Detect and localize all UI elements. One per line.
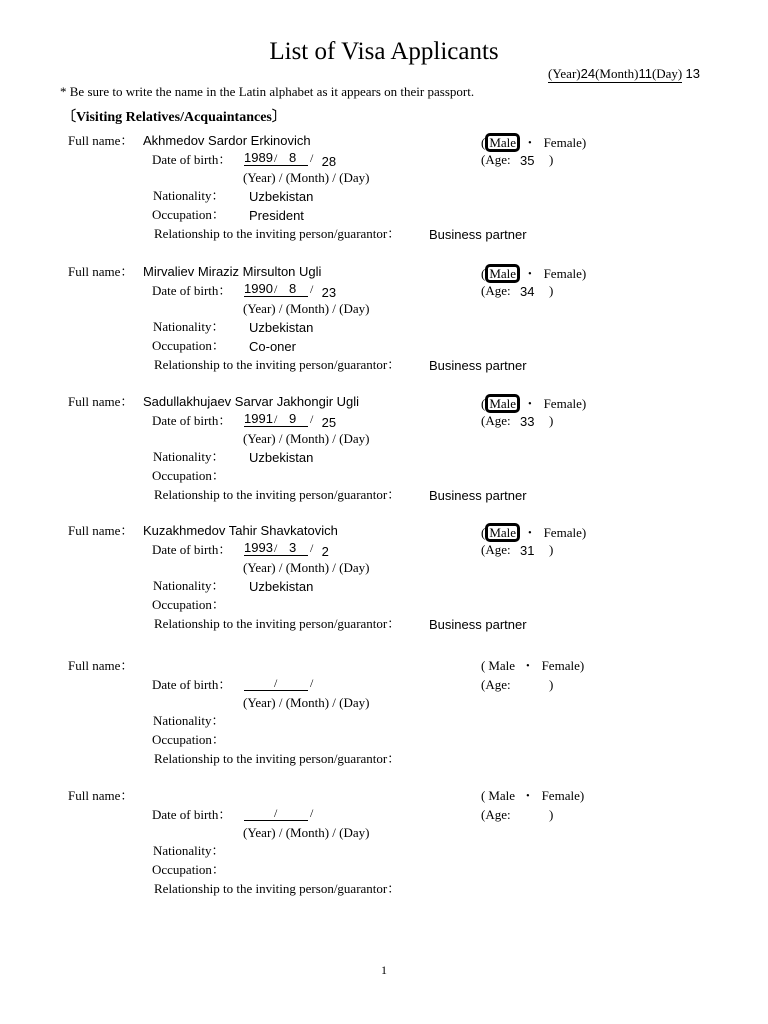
relationship-value: Business partner (429, 227, 527, 242)
gender-selector (481, 133, 586, 152)
relationship-label: Relationship to the inviting person/guarantor： (154, 616, 401, 631)
occupation-label: Occupation： (152, 207, 225, 222)
age-close-paren: ) (549, 283, 554, 298)
full-name-label: Full name： (68, 788, 134, 803)
dob-underline (244, 150, 314, 166)
dob-year: 1989 (244, 150, 273, 165)
male-label: Male (489, 266, 517, 281)
relationship-label: Relationship to the inviting person/guarantor： (154, 357, 401, 372)
filing-day-label: (Day) (651, 66, 683, 81)
dob-underline (244, 676, 314, 691)
occupation-value: President (249, 208, 304, 223)
female-label: Female (543, 135, 582, 150)
applicant-entry (0, 789, 768, 909)
age-label: (Age: (481, 677, 511, 692)
nationality-value: Uzbekistan (249, 189, 314, 204)
filing-year: 24 (580, 66, 596, 81)
page-title: List of Visa Applicants (269, 38, 499, 65)
gender-close-paren: ) (581, 396, 587, 411)
dob-format-hint: (Year) / (Month) / (Day) (243, 301, 370, 316)
dob-slash-2: / (310, 151, 314, 165)
full-name-label: Full name： (68, 394, 134, 409)
dob-year: 1990 (244, 281, 273, 296)
gender-selector (481, 658, 584, 673)
gender-close-paren: ) (579, 658, 585, 673)
dob-day: 23 (321, 285, 337, 300)
gender-close-paren: ) (581, 135, 587, 150)
gender-open-paren: ( (481, 525, 486, 540)
gender-close-paren: ) (581, 266, 587, 281)
relationship-value: Business partner (429, 617, 527, 632)
age-close-paren: ) (549, 542, 554, 557)
gender-separator: ・ (523, 396, 537, 411)
female-label: Female (541, 788, 580, 803)
dob-format-hint: (Year) / (Month) / (Day) (243, 431, 370, 446)
dob-underline (244, 540, 314, 556)
male-label: Male (488, 788, 516, 803)
male-label: Male (489, 396, 517, 411)
nationality-value: Uzbekistan (249, 320, 314, 335)
dob-day: 25 (321, 415, 337, 430)
dob-month: 3 (289, 540, 297, 555)
full-name-value: Kuzakhmedov Tahir Shavkatovich (143, 523, 338, 538)
full-name-label: Full name： (68, 523, 134, 538)
age-label: (Age: (481, 807, 511, 822)
dob-format-hint: (Year) / (Month) / (Day) (243, 560, 370, 575)
full-name-label: Full name： (68, 264, 134, 279)
occupation-label: Occupation： (152, 732, 225, 747)
filing-date-underlined (548, 66, 682, 83)
gender-male-option (485, 523, 520, 542)
section-title: 〔Visiting Relatives/Acquaintances〕 (62, 110, 286, 125)
dob-value (244, 282, 336, 299)
male-label: Male (488, 658, 516, 673)
dob-day: 28 (321, 154, 337, 169)
full-name-value: Mirvaliev Miraziz Mirsulton Ugli (143, 264, 322, 279)
gender-open-paren: ( (481, 658, 486, 673)
age-label: (Age: (481, 152, 511, 167)
dob-year: 1993 (244, 540, 273, 555)
age-value: 31 (520, 543, 535, 558)
age-close-paren: ) (549, 152, 554, 167)
filing-month-label: (Month) (595, 66, 639, 81)
gender-selector (481, 788, 584, 803)
female-label: Female (543, 525, 582, 540)
full-name-label: Full name： (68, 133, 134, 148)
age-value: 34 (520, 284, 535, 299)
dob-month: 9 (289, 411, 297, 426)
relationship-value: Business partner (429, 358, 527, 373)
dob-month: 8 (289, 281, 297, 296)
gender-open-paren: ( (481, 135, 486, 150)
dob-format-hint: (Year) / (Month) / (Day) (243, 695, 370, 710)
gender-separator: ・ (521, 788, 535, 803)
gender-selector (481, 394, 586, 413)
applicant-entry (0, 524, 768, 644)
gender-separator: ・ (523, 135, 537, 150)
dob-slash-1: / (274, 412, 278, 426)
female-label: Female (541, 658, 580, 673)
applicant-entry (0, 659, 768, 779)
age-value: 33 (520, 414, 535, 429)
dob-slash-1: / (274, 806, 278, 820)
nationality-label: Nationality： (153, 188, 225, 203)
filing-year-label: (Year) (548, 66, 581, 81)
nationality-label: Nationality： (153, 319, 225, 334)
gender-open-paren: ( (481, 788, 486, 803)
dob-value (244, 806, 318, 823)
age-label: (Age: (481, 542, 511, 557)
gender-open-paren: ( (481, 396, 486, 411)
occupation-label: Occupation： (152, 597, 225, 612)
occupation-label: Occupation： (152, 468, 225, 483)
occupation-label: Occupation： (152, 862, 225, 877)
gender-separator: ・ (521, 658, 535, 673)
gender-separator: ・ (523, 266, 537, 281)
nationality-label: Nationality： (153, 578, 225, 593)
nationality-label: Nationality： (153, 713, 225, 728)
gender-male-option (485, 658, 518, 673)
applicant-entry (0, 134, 768, 254)
relationship-label: Relationship to the inviting person/guarantor： (154, 751, 401, 766)
age-label: (Age: (481, 283, 511, 298)
relationship-label: Relationship to the inviting person/guarantor： (154, 881, 401, 896)
age-label: (Age: (481, 413, 511, 428)
gender-close-paren: ) (581, 525, 587, 540)
dob-format-hint: (Year) / (Month) / (Day) (243, 825, 370, 840)
gender-male-option (485, 133, 520, 152)
filing-date (548, 67, 700, 80)
age-close-paren: ) (549, 807, 554, 822)
dob-value (244, 412, 336, 429)
full-name-label: Full name： (68, 658, 134, 673)
dob-slash-1: / (274, 541, 278, 555)
gender-open-paren: ( (481, 266, 486, 281)
full-name-value: Akhmedov Sardor Erkinovich (143, 133, 311, 148)
dob-slash-2: / (310, 806, 314, 820)
filing-month: 11 (638, 66, 652, 81)
dob-slash-1: / (274, 151, 278, 165)
male-label: Male (489, 525, 517, 540)
gender-male-option (485, 394, 520, 413)
dob-label: Date of birth： (152, 283, 232, 298)
age-value: 35 (520, 153, 535, 168)
dob-slash-1: / (274, 676, 278, 690)
dob-underline (244, 806, 314, 821)
nationality-value: Uzbekistan (249, 579, 314, 594)
dob-underline (244, 411, 314, 427)
dob-slash-1: / (274, 282, 278, 296)
full-name-value: Sadullakhujaev Sarvar Jakhongir Ugli (143, 394, 360, 409)
dob-slash-2: / (310, 282, 314, 296)
dob-label: Date of birth： (152, 677, 232, 692)
applicant-entry (0, 265, 768, 385)
dob-year: 1991 (244, 411, 273, 426)
relationship-label: Relationship to the inviting person/guarantor： (154, 226, 401, 241)
relationship-label: Relationship to the inviting person/guarantor： (154, 487, 401, 502)
gender-male-option (485, 788, 518, 803)
dob-format-hint: (Year) / (Month) / (Day) (243, 170, 370, 185)
gender-male-option (485, 264, 520, 283)
nationality-label: Nationality： (153, 449, 225, 464)
dob-slash-2: / (310, 676, 314, 690)
page-number: 1 (381, 963, 387, 977)
female-label: Female (543, 396, 582, 411)
passport-note: * Be sure to write the name in the Latin alphabet as it appears on their passport. (60, 84, 475, 99)
dob-day: 2 (321, 544, 329, 559)
filing-day: 13 (685, 66, 700, 81)
age-close-paren: ) (549, 677, 554, 692)
dob-label: Date of birth： (152, 542, 232, 557)
dob-month: 8 (289, 150, 297, 165)
dob-slash-2: / (310, 541, 314, 555)
nationality-label: Nationality： (153, 843, 225, 858)
age-close-paren: ) (549, 413, 554, 428)
dob-value (244, 541, 329, 558)
dob-underline (244, 281, 314, 297)
relationship-value: Business partner (429, 488, 527, 503)
dob-label: Date of birth： (152, 413, 232, 428)
nationality-value: Uzbekistan (249, 450, 314, 465)
dob-value (244, 676, 318, 693)
female-label: Female (543, 266, 582, 281)
dob-label: Date of birth： (152, 807, 232, 822)
dob-label: Date of birth： (152, 152, 232, 167)
applicant-entry (0, 395, 768, 515)
gender-selector (481, 264, 586, 283)
gender-close-paren: ) (579, 788, 585, 803)
dob-value (244, 151, 336, 168)
gender-selector (481, 523, 586, 542)
male-label: Male (489, 135, 517, 150)
gender-separator: ・ (523, 525, 537, 540)
occupation-value: Co-oner (249, 339, 296, 354)
dob-slash-2: / (310, 412, 314, 426)
occupation-label: Occupation： (152, 338, 225, 353)
